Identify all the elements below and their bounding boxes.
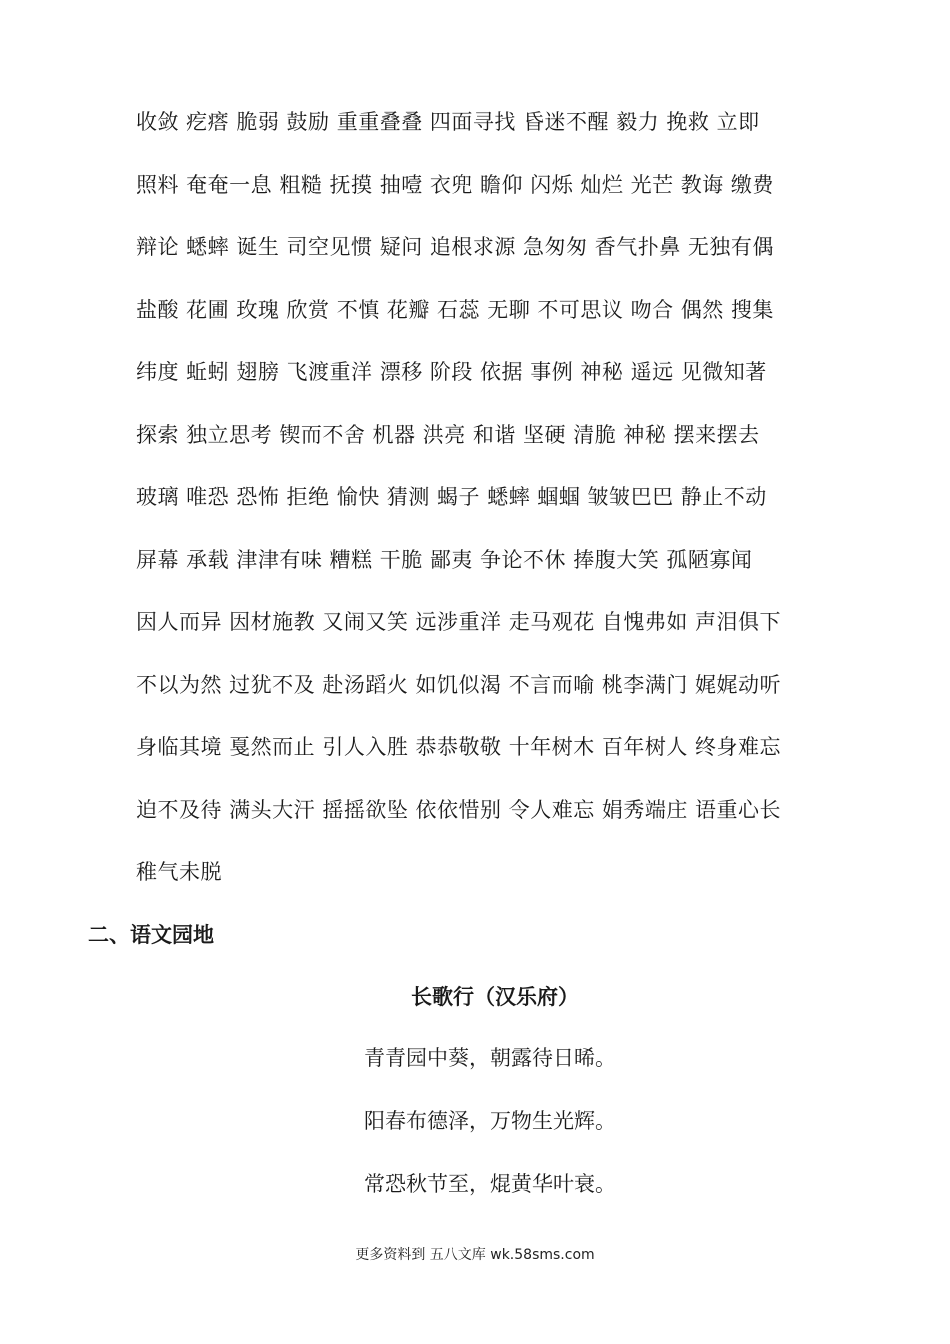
vocab-line: 收敛 疙瘩 脆弱 鼓励 重重叠叠 四面寻找 昏迷不醒 毅力 挽救 立即 xyxy=(136,110,760,134)
poem-body xyxy=(364,1036,616,1225)
poem-line: 常恐秋节至，焜黄华叶衰。 xyxy=(364,1172,616,1196)
poem-line: 青青园中葵，朝露待日晞。 xyxy=(364,1046,616,1070)
vocab-line: 屏幕 承载 津津有味 糟糕 干脆 鄙夷 争论不休 捧腹大笑 孤陋寡闻 xyxy=(136,547,753,572)
section-heading: 二、语文园地 xyxy=(88,923,214,947)
vocab-line: 玻璃 唯恐 恐怖 拒绝 愉快 猜测 蝎子 蟋蟀 蝈蝈 皱皱巴巴 静止不动 xyxy=(136,485,767,509)
vocab-line: 纬度 蚯蚓 翅膀 飞渡重洋 漂移 阶段 依据 事例 神秘 遥远 见微知著 xyxy=(136,360,767,384)
vocab-line: 照料 奄奄一息 粗糙 抚摸 抽噎 衣兜 瞻仰 闪烁 灿烂 光芒 教诲 缴费 xyxy=(136,172,774,197)
vocab-line: 不以为然 过犹不及 赴汤蹈火 如饥似渴 不言而喻 桃李满门 娓娓动听 xyxy=(136,672,782,697)
vocab-line: 辩论 蟋蟀 诞生 司空见惯 疑问 追根求源 急匆匆 香气扑鼻 无独有偶 xyxy=(136,235,774,259)
page-footer: 更多资料到 五八文库 wk.58sms.com xyxy=(355,1247,595,1263)
poem-title: 长歌行（汉乐府） xyxy=(411,985,579,1009)
vocab-line: 探索 独立思考 锲而不舍 机器 洪亮 和谐 坚硬 清脆 神秘 摆来摆去 xyxy=(136,422,760,447)
vocabulary-list xyxy=(136,100,856,913)
poem-line: 阳春布德泽，万物生光辉。 xyxy=(364,1109,616,1133)
vocab-line: 盐酸 花圃 玫瑰 欣赏 不慎 花瓣 石蕊 无聊 不可思议 吻合 偶然 搜集 xyxy=(136,297,774,322)
vocab-line: 稚气未脱 xyxy=(136,860,222,884)
vocab-line: 因人而异 因材施教 又闹又笑 远涉重洋 走马观花 自愧弗如 声泪俱下 xyxy=(136,610,782,634)
vocab-line: 身临其境 戛然而止 引人入胜 恭恭敬敬 十年树木 百年树人 终身难忘 xyxy=(136,735,782,759)
vocab-line: 迫不及待 满头大汗 摇摇欲坠 依依惜别 令人难忘 娟秀端庄 语重心长 xyxy=(136,797,782,822)
